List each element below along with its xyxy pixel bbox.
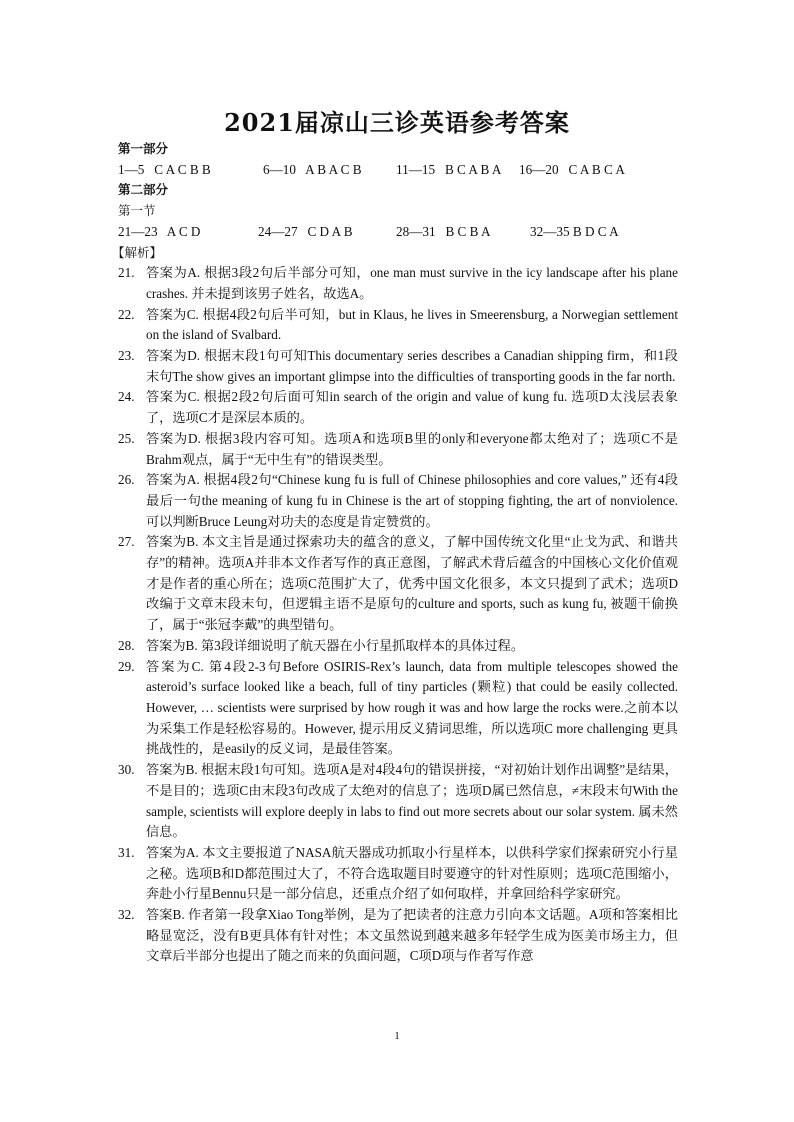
item-number: 22.	[118, 306, 135, 322]
item-text: 答案为C. 第4段2-3句Before OSIRIS-Rex’s launch, data from multiple telescopes showed the asteroid’s surface looked like a beach, full of tiny particles (颗粒) that could be easily collected. However, … scientists were surprised by how rough it was and how large the rocks were.之前本以为采集工作是轻松容易的。However, 提示用反义猜词思维，所以选项C more challenging 更具挑战性的，是easily的反义词，是最佳答案。	[146, 658, 678, 757]
answer-group: 21—23 A C D	[118, 223, 201, 239]
item-number: 28.	[118, 637, 135, 653]
answer-group: 16—20 C A B C A	[519, 161, 625, 177]
item-text: 答案为D. 根据3段内容可知。选项A和选项B里的only和everyone都太绝对了；选项C不是Brahm观点，属于“无中生有”的错误类型。	[146, 430, 678, 467]
analysis-item	[118, 305, 678, 346]
item-text: 答案为D. 根据末段1句可知This documentary series describes a Canadian shipping firm，和1段末句The show gives an important glimpse into the difficulties of transporting goods in the far north.	[146, 348, 678, 384]
part2-answer-row	[118, 222, 678, 243]
item-number: 31.	[118, 844, 135, 860]
item-number: 26.	[118, 472, 135, 488]
item-number: 25.	[118, 430, 135, 446]
analysis-item	[118, 905, 678, 967]
item-text: 答案为C. 根据4段2句后半可知，but in Klaus, he lives in Smeerensburg, a Norwegian settlement on the island of Svalbard.	[146, 306, 678, 343]
analysis-item	[118, 470, 678, 532]
item-number: 32.	[118, 907, 135, 923]
item-text: 答案为B. 第3段详细说明了航天器在小行星抓取样本的具体过程。	[146, 637, 525, 653]
answer-group: 11—15 B C A B A	[396, 161, 502, 177]
item-text: 答案为A. 本文主要报道了NASA航天器成功抓取小行星样本，以供科学家们探索研究小行星之秘。选项B和D都范围过大了，不符合选取题目时要遵守的针对性原则；选项C范围缩小，奔赴小行星Bennu只是一部分信息，还重点介绍了如何取样，并拿回给科学家研究。	[146, 844, 678, 902]
answer-group: 28—31 B C B A	[396, 223, 491, 239]
answer-content	[112, 139, 678, 967]
analysis-item	[118, 263, 678, 304]
item-number: 24.	[118, 389, 135, 405]
analysis-item	[118, 843, 678, 905]
answer-group: 6—10 A B A C B	[263, 161, 362, 177]
item-number: 27.	[118, 534, 135, 550]
item-number: 29.	[118, 658, 135, 674]
page-number: 1	[394, 1030, 400, 1042]
item-number: 30.	[118, 762, 135, 778]
part1-heading: 第一部分	[118, 141, 169, 156]
analysis-item	[118, 657, 678, 761]
analysis-item	[118, 760, 678, 843]
item-number: 21.	[118, 265, 135, 281]
page-title: 2021届凉山三诊英语参考答案	[224, 108, 570, 137]
analysis-item	[118, 387, 678, 428]
item-text: 答案为B. 根据末段1句可知。选项A是对4段4句的错误拼接，“对初始计划作出调整”是结果，不是目的；选项C由末段3句改成了太绝对的信息了；选项D属已然信息，≠末段末句With the sample, scientists will explore deeply in labs to find out more secrets about our solar system. 属未然信息。	[146, 762, 678, 840]
answer-group: 32—35 B D C A	[530, 223, 619, 239]
item-text: 答案为B. 本文主旨是通过探索功夫的蕴含的意义，了解中国传统文化里“止戈为武、和谐共存”的精神。选项A并非本文作者写作的真正意图，了解武术背后蕴含的中国核心文化价值观才是作者的重心所在；选项C范围扩大了，优秀中国文化很多，本文只提到了武术；选项D改编于文章末段末句，但逻辑主语不是原句的culture and sports, such as kung fu, 被题干偷换了，属于“张冠李戴”的典型错句。	[146, 534, 678, 633]
part2-heading: 第二部分	[118, 182, 169, 198]
analysis-item	[118, 532, 678, 636]
answer-group: 1—5 C A C B B	[118, 161, 211, 177]
analysis-item	[118, 346, 678, 387]
item-text: 答案为A. 根据4段2句“Chinese kung fu is full of Chinese philosophies and core values,” 还有4段最后一句the meaning of kung fu in Chinese is the art of stopping fighting, the art of nonviolence. 可以判断Bruce Leung对功夫的态度是肯定赞赏的。	[146, 472, 678, 529]
analysis-item	[118, 429, 678, 470]
part1-answer-row	[118, 160, 678, 181]
answer-group: 24—27 C D A B	[258, 223, 353, 239]
analysis-heading: 【解析】	[112, 244, 163, 260]
item-text: 答案为A. 根据3段2句后半部分可知，one man must survive in the icy landscape after his plane crashes. 并未提到该男子姓名，故选A。	[146, 265, 678, 301]
item-text: 答案B. 作者第一段拿Xiao Tong举例，是为了把读者的注意力引向本文话题。A项和答案相比略显宽泛，没有B更具体有针对性；本文虽然说到越来越多年轻学生成为医美市场主力，但文章后半部分也提出了随之而来的负面问题，C项D项与作者写作意	[146, 907, 678, 964]
item-text: 答案为C. 根据2段2句后面可知in search of the origin and value of kung fu. 选项D太浅层表象了，选项C才是深层本质的。	[146, 389, 678, 426]
part2-section-label: 第一节	[118, 203, 156, 219]
item-number: 23.	[118, 348, 135, 364]
analysis-item	[118, 636, 678, 657]
